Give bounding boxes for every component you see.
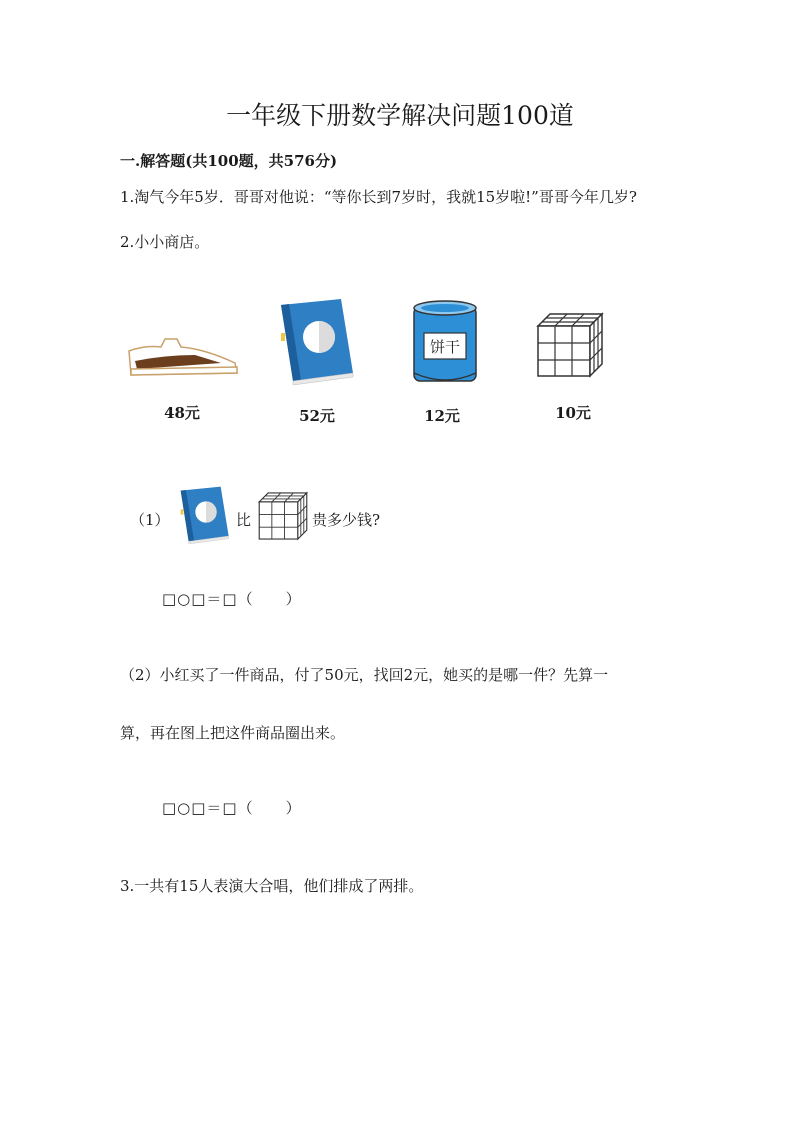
rubiks-cube-icon xyxy=(256,490,310,542)
sub-question-2-line-2: 算，再在图上把这件商品圈出来。 xyxy=(120,724,346,742)
question-3: 3.一共有15人表演大合唱，他们排成了两排。 xyxy=(120,877,424,895)
can-label: 饼干 xyxy=(429,338,461,356)
sub-question-2-line-1: （2）小红买了一件商品，付了50元，找回2元，她买的是哪一件？先算一 xyxy=(120,666,609,684)
compare-word: 比 xyxy=(236,511,252,529)
price-pizza-box: 48元 xyxy=(164,404,200,422)
sub-question-1-text: 贵多少钱? xyxy=(312,511,381,529)
sub-question-1-number: （1） xyxy=(130,511,170,529)
document-title: 一年级下册数学解决问题100道 xyxy=(226,101,574,130)
price-rubiks-cube: 10元 xyxy=(555,404,591,422)
biscuit-can-icon xyxy=(410,299,480,387)
section-heading: 一.解答题(共100题，共576分) xyxy=(120,152,338,170)
book-icon xyxy=(275,295,357,385)
question-1: 1.淘气今年5岁．哥哥对他说：“等你长到7岁时，我就15岁啦!”哥哥今年几岁? xyxy=(120,188,637,206)
answer-formula-2[interactable]: □○□＝□（ ） xyxy=(162,799,302,817)
pizza-box-icon xyxy=(125,333,241,379)
price-biscuit-can: 12元 xyxy=(424,407,460,425)
rubiks-cube-icon xyxy=(534,310,606,380)
question-2: 2.小小商店。 xyxy=(120,233,210,251)
book-icon xyxy=(176,484,232,544)
answer-formula-1[interactable]: □○□＝□（ ） xyxy=(162,590,302,608)
price-book: 52元 xyxy=(299,407,335,425)
